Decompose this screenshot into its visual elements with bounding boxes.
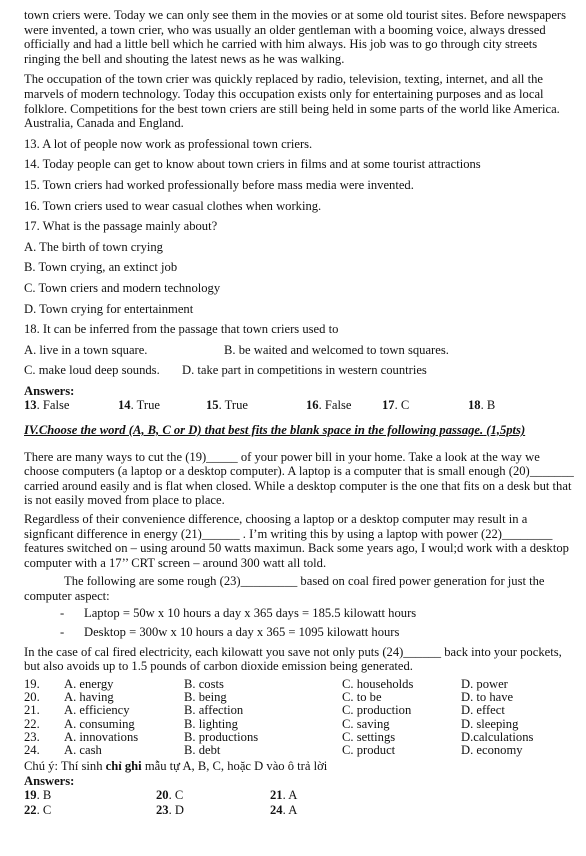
section-heading: IV.Choose the word (A, B, C or D) that best fits the blank space in the following passage. (1,5pts) xyxy=(24,423,526,438)
answer-23: 23. D xyxy=(156,802,184,817)
choice-option-d: D. to have xyxy=(461,690,514,705)
question-13: 13. A lot of people now work as professional town criers. xyxy=(24,136,313,151)
choice-option-d: D.calculations xyxy=(461,729,534,744)
answers-heading: Answers: xyxy=(24,383,75,398)
choice-option-b: B. costs xyxy=(184,676,224,691)
answers-row xyxy=(24,788,574,803)
q17-option-c: C. Town criers and modern technology xyxy=(24,280,221,295)
choice-option-c: C. settings xyxy=(342,729,396,744)
passage-paragraph: The occupation of the town crier was quickly replaced by radio, television, texting, internet, and all the marvels of modern technology. Today this occupation exists only for entertaining purposes and as local folklore. Competitions for the best town criers are still being held in some parts of the world like America. Australia, Canada and England. xyxy=(24,72,560,131)
choice-option-a: A. efficiency xyxy=(64,703,130,718)
choice-option-b: B. affection xyxy=(184,703,244,718)
answers-heading: Answers: xyxy=(24,773,75,788)
choice-number: 21. xyxy=(24,703,40,718)
question-15: 15. Town criers had worked professionally before mass media were invented. xyxy=(24,177,414,192)
question-17: 17. What is the passage mainly about? xyxy=(24,219,218,234)
choice-option-b: B. being xyxy=(184,690,227,705)
choice-option-a: A. cash xyxy=(64,742,102,757)
choice-number: 20. xyxy=(24,690,40,705)
q18-option-d: D. take part in competitions in western countries xyxy=(182,363,427,378)
choice-option-d: D. effect xyxy=(461,703,505,718)
choice-option-a: A. energy xyxy=(64,676,114,691)
choice-option-d: D. sleeping xyxy=(461,716,519,731)
choice-option-c: C. households xyxy=(342,676,414,691)
q18-option-a: A. live in a town square. xyxy=(24,342,148,357)
answer-22: 22. C xyxy=(24,802,52,817)
choice-option-a: A. innovations xyxy=(64,729,139,744)
choice-number: 24. xyxy=(24,742,40,757)
answer-15: 15. True xyxy=(206,398,248,413)
choices-table xyxy=(24,678,571,757)
list-dash: - xyxy=(60,625,65,640)
answer-20: 20. C xyxy=(156,788,184,803)
answer-17: 17. C xyxy=(382,398,410,413)
answers-row xyxy=(24,803,574,818)
choice-option-c: C. to be xyxy=(342,690,382,705)
choice-option-c: C. saving xyxy=(342,716,390,731)
calculation-desktop: - Desktop = 300w x 10 hours a day x 365 = 1095 kilowatt hours xyxy=(60,625,400,640)
choice-option-a: A. consuming xyxy=(64,716,135,731)
answer-13: 13. False xyxy=(24,398,70,413)
q18-options-row-1 xyxy=(24,343,574,358)
passage-paragraph: The following are some rough (23)_________ based on coal fired power generation for just the computer aspect: xyxy=(24,574,545,603)
choice-number: 22. xyxy=(24,716,40,731)
choice-option-b: B. productions xyxy=(184,729,259,744)
choice-option-c: C. production xyxy=(342,703,412,718)
q17-option-a: A. The birth of town crying xyxy=(24,239,163,254)
question-18: 18. It can be inferred from the passage that town criers used to xyxy=(24,322,339,337)
q17-option-b: B. Town crying, an extinct job xyxy=(24,260,178,275)
q17-option-d: D. Town crying for entertainment xyxy=(24,301,194,316)
answer-21: 21. A xyxy=(270,788,298,803)
choice-number: 23. xyxy=(24,729,40,744)
passage-paragraph: town criers were. Today we can only see them in the movies or at some old tourist sites. Before newspapers were invented, a town crier, who was usually an older gentleman with a booming voice, always dressed officially and had a little bell which he carried with him always. His job was to go through city streets ringing the bell and shouting the latest news as he was walking. xyxy=(24,8,567,66)
answer-19: 19. B xyxy=(24,788,52,803)
answer-16: 16. False xyxy=(306,398,352,413)
q18-option-c: C. make loud deep sounds. xyxy=(24,363,160,378)
calculation-laptop: - Laptop = 50w x 10 hours a day x 365 days = 185.5 kilowatt hours xyxy=(60,605,417,620)
choice-option-d: D. power xyxy=(461,676,508,691)
choice-option-b: B. debt xyxy=(184,742,221,757)
question-16: 16. Town criers used to wear casual clothes when working. xyxy=(24,198,322,213)
q18-options-row-2 xyxy=(24,363,574,378)
list-dash: - xyxy=(60,605,65,620)
choice-option-d: D. economy xyxy=(461,742,523,757)
question-14: 14. Today people can get to know about town criers in films and at some tourist attractions xyxy=(24,157,481,172)
answer-18: 18. B xyxy=(468,398,496,413)
choice-row xyxy=(24,744,571,757)
q18-option-b: B. be waited and welcomed to town squares. xyxy=(224,342,449,357)
choice-row xyxy=(24,704,571,717)
answer-24: 24. A xyxy=(270,802,298,817)
choice-option-a: A. having xyxy=(64,690,114,705)
choice-option-c: C. product xyxy=(342,742,396,757)
answers-row xyxy=(24,398,574,413)
choice-number: 19. xyxy=(24,676,40,691)
passage-paragraph: In the case of cal fired electricity, each kilowatt you save not only puts (24)______ back into your pockets, but also avoids up to 1.5 pounds of carbon dioxide emission being generated. xyxy=(24,644,562,674)
choice-option-b: B. lighting xyxy=(184,716,238,731)
document-page xyxy=(24,8,574,818)
passage-paragraph: Regardless of their convenience difference, choosing a laptop or a desktop computer may result in a signficant difference in energy (21)______ . I’m writing this by using a laptop with power (22)________ features switched on – using around 50 watts maximun. Back some years ago, I woul;d work with a desktop computer with a 17’’ CRT screen – around 300 watt all told. xyxy=(24,512,569,570)
passage-paragraph: There are many ways to cut the (19)_____ of your power bill in your home. Take a look at the way we choose computers (a laptop or a desktop computer). A laptop is a computer that is small enough (20)_______ carried around easily and is flat when closed. While a desktop computer is the one that fits on a desk but that is not easily moved from place to place. xyxy=(24,449,574,508)
choice-row xyxy=(24,731,571,744)
answer-14: 14. True xyxy=(118,398,160,413)
choice-row xyxy=(24,718,571,731)
instruction-note: Chú ý: Thí sinh chỉ ghi mẫu tự A, B, C, hoặc D vào ô trả lời xyxy=(24,759,328,774)
